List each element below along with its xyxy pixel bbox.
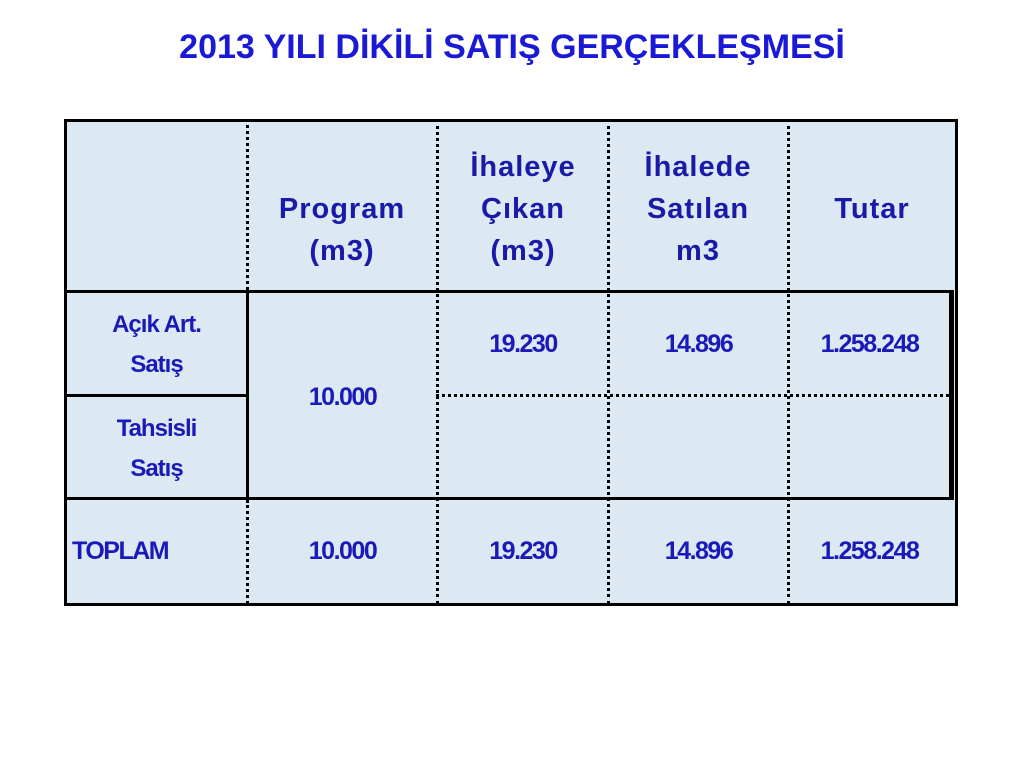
header-ihaleye-line2: Çıkan	[481, 193, 565, 225]
toplam-program-value: 10.000	[308, 536, 377, 565]
table-border-bottom	[64, 603, 958, 606]
header-ihalede	[609, 143, 787, 275]
row-label-acik-line2: Satış	[130, 351, 183, 378]
toplam-ihaleye-value: 19.230	[489, 536, 557, 565]
row-label-acik-line1: Açık Art.	[112, 311, 201, 338]
divider-h-middle	[436, 394, 949, 397]
table-border-right	[955, 119, 958, 606]
toplam-label: TOPLAM	[72, 536, 169, 565]
acik-tutar-value: 1.258.248	[820, 329, 919, 358]
header-program-line1: Program	[278, 193, 406, 225]
header-program-line2: (m3)	[309, 235, 375, 267]
toplam-ihalede-value: 14.896	[664, 536, 733, 565]
table-border-top	[64, 119, 958, 122]
section-border-top	[64, 290, 954, 293]
header-ihalede-line3: m3	[676, 235, 720, 267]
header-ihalede-line2: Satılan	[646, 193, 750, 225]
row-label-tahsisli	[67, 409, 246, 489]
toplam-tutar-value: 1.258.248	[820, 536, 919, 565]
label-divider	[64, 394, 248, 397]
row-label-acik	[67, 305, 246, 385]
sales-table	[64, 119, 958, 606]
header-tutar: Tutar	[834, 193, 910, 225]
page-title: 2013 YILI DİKİLİ SATIŞ GERÇEKLEŞMESİ	[179, 28, 845, 66]
acik-ihalede-value: 14.896	[664, 329, 733, 358]
section-border-bottom	[64, 497, 954, 500]
program-merged-value: 10.000	[308, 382, 377, 411]
header-program	[248, 185, 436, 275]
row-label-tahsisli-line2: Satış	[130, 455, 183, 482]
header-ihaleye-line3: (m3)	[490, 235, 556, 267]
header-ihalede-line1: İhalede	[644, 151, 752, 183]
acik-ihaleye-value: 19.230	[489, 329, 557, 358]
header-ihaleye	[438, 143, 608, 275]
header-ihaleye-line1: İhaleye	[470, 151, 576, 183]
section-border-right	[949, 290, 954, 500]
row-label-tahsisli-line1: Tahsisli	[116, 415, 197, 442]
